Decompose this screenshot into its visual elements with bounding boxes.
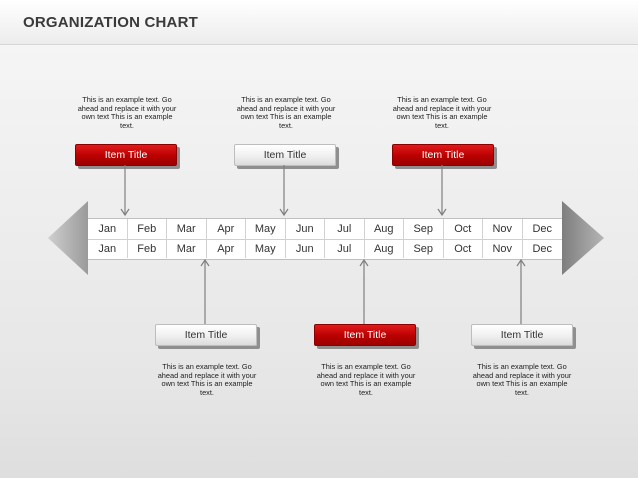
month-cell-2-nov: Nov xyxy=(483,239,523,258)
month-cell-2-oct: Oct xyxy=(444,239,484,258)
connector-arrow-bottom-2 xyxy=(357,259,371,325)
description-text-top-3: This is an example text. Go ahead and replace it with your own text This is an example text. xyxy=(392,95,492,130)
month-cell-1-sep: Sep xyxy=(404,219,444,239)
description-text-top-1: This is an example text. Go ahead and replace it with your own text This is an example text. xyxy=(77,95,177,130)
page-title: ORGANIZATION CHART xyxy=(23,14,198,31)
month-cell-2-may: May xyxy=(246,239,286,258)
header-bar xyxy=(0,0,638,45)
item-title-box-bottom-2[interactable]: Item Title xyxy=(314,324,416,346)
month-cell-1-jan: Jan xyxy=(88,219,128,239)
month-cell-2-apr: Apr xyxy=(207,239,247,258)
timeline-right-arrow xyxy=(562,201,606,275)
month-cell-1-aug: Aug xyxy=(365,219,405,239)
connector-arrow-top-3 xyxy=(435,165,449,217)
item-title-box-top-1[interactable]: Item Title xyxy=(75,144,177,166)
month-row-2 xyxy=(88,239,562,258)
connector-arrow-top-2 xyxy=(277,165,291,217)
month-cell-2-jun: Jun xyxy=(286,239,326,258)
month-cell-2-jul: Jul xyxy=(325,239,365,258)
month-cell-1-may: May xyxy=(246,219,286,239)
item-title-box-bottom-3[interactable]: Item Title xyxy=(471,324,573,346)
month-cell-1-nov: Nov xyxy=(483,219,523,239)
month-cell-1-jun: Jun xyxy=(286,219,326,239)
item-title-box-bottom-1[interactable]: Item Title xyxy=(155,324,257,346)
connector-arrow-bottom-3 xyxy=(514,259,528,325)
month-cell-1-jul: Jul xyxy=(325,219,365,239)
month-cell-1-mar: Mar xyxy=(167,219,207,239)
item-title-box-top-2[interactable]: Item Title xyxy=(234,144,336,166)
month-cell-2-feb: Feb xyxy=(128,239,168,258)
month-cell-2-sep: Sep xyxy=(404,239,444,258)
timeline-left-arrow xyxy=(48,201,90,275)
connector-arrow-top-1 xyxy=(118,165,132,217)
month-cell-2-dec: Dec xyxy=(532,243,553,255)
timeline-band xyxy=(88,218,562,260)
description-text-top-2: This is an example text. Go ahead and replace it with your own text This is an example text. xyxy=(236,95,336,130)
description-text-bottom-3: This is an example text. Go ahead and replace it with your own text This is an example text. xyxy=(472,362,572,397)
month-row-1 xyxy=(88,219,562,240)
month-cell-2-aug: Aug xyxy=(365,239,405,258)
month-cell-1-dec: Dec xyxy=(532,223,553,235)
description-text-bottom-2: This is an example text. Go ahead and replace it with your own text This is an example text. xyxy=(316,362,416,397)
item-title-box-top-3[interactable]: Item Title xyxy=(392,144,494,166)
description-text-bottom-1: This is an example text. Go ahead and replace it with your own text This is an example text. xyxy=(157,362,257,397)
month-cell-2-mar: Mar xyxy=(167,239,207,258)
month-cell-2-jan: Jan xyxy=(88,239,128,258)
month-cell-1-oct: Oct xyxy=(444,219,484,239)
connector-arrow-bottom-1 xyxy=(198,259,212,325)
month-cell-1-apr: Apr xyxy=(207,219,247,239)
month-cell-1-feb: Feb xyxy=(128,219,168,239)
